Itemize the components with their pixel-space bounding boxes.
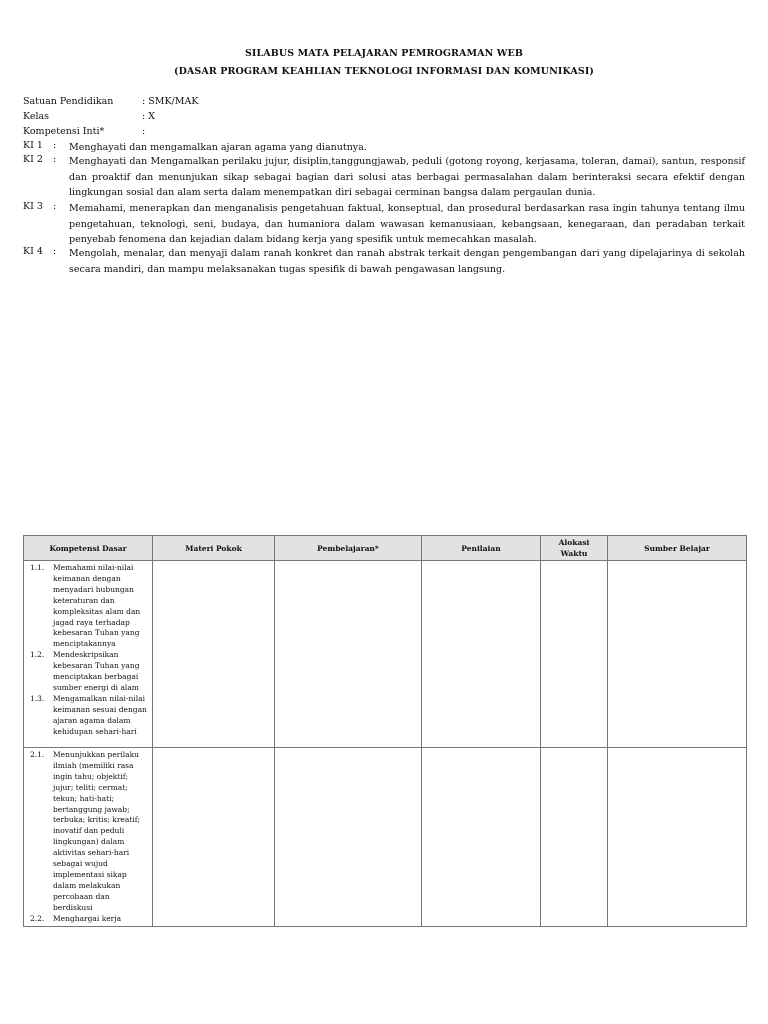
info-label: Kompetensi Inti*	[23, 126, 105, 137]
kd-number: 1.2.	[30, 650, 45, 660]
pembelajaran-cell	[275, 561, 422, 748]
materi-cell	[153, 748, 275, 927]
header-alokasi-waktu	[541, 536, 608, 561]
penilaian-cell	[422, 561, 541, 748]
alokasi-cell	[541, 561, 608, 748]
kd-item	[24, 650, 152, 694]
ki-text: Mengolah, menalar, dan menyaji dalam ranah konkret dan ranah abstrak terkait dengan pengembangan dari yang dipelajarinya di sekolah secara mandiri, dan mampu melaksanakan tugas spesifik di bawah pengawasan langsung.	[69, 248, 745, 275]
info-value: : X	[142, 111, 155, 122]
kd-text: Menunjukkan perilaku ilmiah (memiliki rasa ingin tahu; objektif; jujur; teliti; cermat; tekun; hati-hati; bertanggung jawab; terbuka; kritis; kreatif; inovatif dan peduli lingkungan) dalam aktivitas sehari-hari sebagai wujud implementasi sikap dalam melakukan percobaan dan berdiskusi	[53, 750, 141, 912]
header-kompetensi-dasar: Kompetensi Dasar	[24, 536, 153, 561]
kd-text: Memahami nilai-nilai keimanan dengan menyadari hubungan keteraturan dan kompleksitas alam dan jagad raya terhadap kebesaran Tuhan yang menciptakannya	[53, 563, 141, 649]
kd-item	[24, 563, 152, 650]
table-row	[24, 748, 747, 927]
header-materi-pokok: Materi Pokok	[153, 536, 275, 561]
ki-colon: :	[53, 140, 57, 151]
sumber-cell	[608, 748, 747, 927]
kd-item	[24, 750, 152, 914]
ki-text: Memahami, menerapkan dan menganalisis pengetahuan faktual, konseptual, dan prosedural berdasarkan rasa ingin tahunya tentang ilmu pengetahuan, teknologi, seni, budaya, dan humaniora dalam wawasan kemanusiaan, kebangsaan, kenegaraan, dan peradaban terkait penyebab fenomena dan kejadian dalam bidang kerja yang spesifik untuk memecahkan masalah.	[69, 203, 745, 245]
header-penilaian: Penilaian	[422, 536, 541, 561]
header-sumber-belajar: Sumber Belajar	[608, 536, 747, 561]
ki-item-4	[23, 246, 745, 277]
document-title: SILABUS MATA PELAJARAN PEMROGRAMAN WEB	[244, 48, 524, 59]
table-header-row	[24, 536, 747, 561]
info-label: Kelas	[23, 111, 50, 122]
ki-code: KI 4	[23, 246, 43, 257]
header-alokasi-line2: Waktu	[560, 549, 588, 558]
kd-text: Mendeskripsikan kebesaran Tuhan yang menciptakan berbagai sumber energi di alam	[53, 650, 140, 692]
header-pembelajaran: Pembelajaran*	[275, 536, 422, 561]
kd-text: Menghargai kerja	[53, 913, 122, 923]
kd-item	[24, 694, 152, 738]
ki-code: KI 3	[23, 201, 43, 212]
ki-colon: :	[53, 201, 57, 212]
kd-list	[24, 750, 152, 925]
syllabus-table	[23, 535, 747, 927]
ki-item-2	[23, 154, 745, 201]
kd-number: 1.3.	[30, 693, 45, 703]
table-row	[24, 561, 747, 748]
penilaian-cell	[422, 748, 541, 927]
ki-code: KI 2	[23, 154, 43, 165]
info-label: Satuan Pendidikan	[23, 96, 114, 107]
ki-colon: :	[53, 246, 57, 257]
ki-text: Menghayati dan mengamalkan ajaran agama yang dianutnya.	[69, 142, 367, 153]
kd-number: 2.1.	[30, 750, 45, 759]
info-value: : SMK/MAK	[142, 96, 199, 107]
kd-list	[24, 563, 152, 738]
kd-number: 1.1.	[30, 563, 45, 572]
header-alokasi-line1: Alokasi	[558, 538, 590, 547]
document-subtitle: (DASAR PROGRAM KEAHLIAN TEKNOLOGI INFORMASI DAN KOMUNIKASI)	[173, 66, 595, 77]
sumber-cell	[608, 561, 747, 748]
kd-cell	[24, 561, 153, 748]
ki-code: KI 1	[23, 140, 43, 151]
info-value: :	[142, 126, 146, 137]
pembelajaran-cell	[275, 748, 422, 927]
kd-text: Mengamalkan nilai-nilai keimanan sesuai dengan ajaran agama dalam kehidupan sehari-hari	[53, 693, 147, 736]
ki-colon: :	[53, 154, 57, 165]
materi-cell	[153, 561, 275, 748]
kd-cell	[24, 748, 153, 927]
kd-item	[24, 914, 152, 925]
kd-number: 2.2.	[30, 913, 45, 923]
ki-text: Menghayati dan Mengamalkan perilaku jujur, disiplin,tanggungjawab, peduli (gotong royong, kerjasama, toleran, damai), santun, responsif dan proaktif dan menunjukan sikap sebagai bagian dari solusi atas berbagai permasalahan dalam berinteraksi secara efektif dengan lingkungan sosial dan alam serta dalam menempatkan diri sebagai cerminan bangsa dalam pergaulan dunia.	[69, 156, 745, 198]
ki-item-3	[23, 201, 745, 248]
alokasi-cell	[541, 748, 608, 927]
